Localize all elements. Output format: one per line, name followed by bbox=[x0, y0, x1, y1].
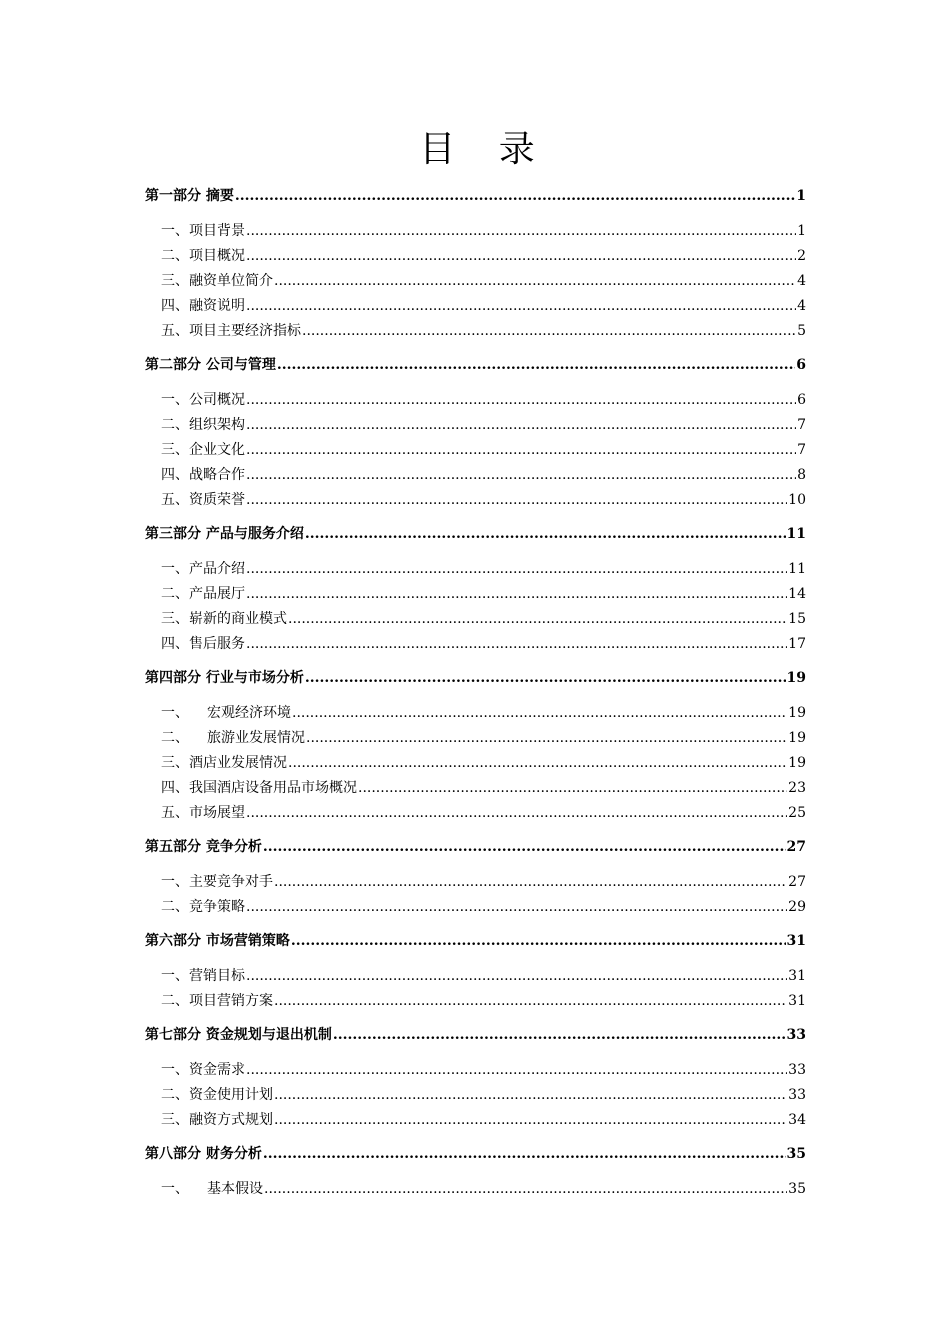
toc-entry-label bbox=[161, 414, 245, 436]
toc-section-entry[interactable] bbox=[161, 414, 806, 436]
toc-entry-label bbox=[161, 896, 245, 918]
toc-section-entry[interactable] bbox=[161, 389, 806, 411]
dot-leader bbox=[263, 836, 786, 858]
toc-section-entry[interactable] bbox=[161, 220, 806, 242]
dot-leader bbox=[246, 439, 796, 461]
toc-section-entry[interactable] bbox=[161, 270, 806, 292]
dot-leader bbox=[246, 965, 787, 987]
toc-entry-label bbox=[161, 489, 245, 511]
dot-leader bbox=[264, 1178, 787, 1200]
toc-entry-text: 一、资金需求 bbox=[161, 1061, 245, 1078]
dot-leader bbox=[305, 523, 786, 545]
dot-leader bbox=[235, 185, 795, 207]
toc-page-number: 1 bbox=[796, 188, 806, 204]
toc-part-entry[interactable] bbox=[145, 523, 806, 545]
toc-entry-text: 四、战略合作 bbox=[161, 466, 245, 483]
dot-leader bbox=[333, 1024, 786, 1046]
toc-page-number: 4 bbox=[797, 272, 806, 289]
toc-page-number: 27 bbox=[788, 873, 806, 890]
dot-leader bbox=[274, 990, 787, 1012]
toc-entry-text: 三、融资单位简介 bbox=[161, 272, 273, 289]
dot-leader bbox=[246, 414, 796, 436]
toc-page-number: 14 bbox=[788, 585, 806, 602]
dot-leader bbox=[246, 489, 787, 511]
toc-section-entry[interactable] bbox=[161, 802, 806, 824]
toc-entry-text: 一、主要竞争对手 bbox=[161, 873, 273, 890]
toc-section-entry[interactable] bbox=[161, 489, 806, 511]
toc-entry-text: 第六部分 市场营销策略 bbox=[145, 933, 290, 949]
toc-page-number: 17 bbox=[788, 635, 806, 652]
toc-part-entry[interactable] bbox=[145, 930, 806, 952]
toc-section-entry[interactable] bbox=[161, 464, 806, 486]
toc-section-entry[interactable] bbox=[161, 1059, 806, 1081]
toc-section-entry[interactable] bbox=[161, 295, 806, 317]
toc-page-number: 7 bbox=[797, 441, 806, 458]
toc-section-entry[interactable] bbox=[161, 777, 806, 799]
toc-page-number: 31 bbox=[786, 933, 806, 949]
dot-leader bbox=[274, 270, 796, 292]
toc-section-entry[interactable] bbox=[161, 965, 806, 987]
toc-page-number: 31 bbox=[788, 967, 806, 984]
dot-leader bbox=[263, 1143, 786, 1165]
toc-entry-label bbox=[161, 270, 273, 292]
toc-entry-label bbox=[161, 1059, 245, 1081]
toc-entry-text: 二、组织架构 bbox=[161, 416, 245, 433]
dot-leader bbox=[288, 752, 787, 774]
toc-entry-text: 第四部分 行业与市场分析 bbox=[145, 670, 304, 686]
toc-entry-label bbox=[161, 871, 273, 893]
toc-section-entry[interactable] bbox=[161, 896, 806, 918]
dot-leader bbox=[277, 354, 795, 376]
toc-page-number: 19 bbox=[786, 670, 806, 686]
toc-entry-text: 二、项目营销方案 bbox=[161, 992, 273, 1009]
toc-entry-text: 二、竞争策略 bbox=[161, 898, 245, 915]
toc-page-number: 19 bbox=[788, 729, 806, 746]
toc-entry-text: 一、营销目标 bbox=[161, 967, 245, 984]
toc-part-entry[interactable] bbox=[145, 836, 806, 858]
toc-entry-text: 二、项目概况 bbox=[161, 247, 245, 264]
toc-entry-label bbox=[145, 836, 262, 858]
toc-part-entry[interactable] bbox=[145, 354, 806, 376]
toc-entry-label bbox=[145, 523, 304, 545]
toc-entry-label bbox=[145, 667, 304, 689]
dot-leader bbox=[274, 871, 787, 893]
toc-section-entry[interactable] bbox=[161, 871, 806, 893]
dot-leader bbox=[274, 1109, 787, 1131]
toc-entry-text: 第七部分 资金规划与退出机制 bbox=[145, 1027, 332, 1043]
dot-leader bbox=[246, 295, 796, 317]
toc-section-entry[interactable] bbox=[161, 1109, 806, 1131]
toc-entry-text-cont: 基本假设 bbox=[207, 1180, 263, 1197]
toc-page-number: 34 bbox=[788, 1111, 806, 1128]
dot-leader bbox=[246, 245, 796, 267]
toc-page-number: 35 bbox=[786, 1146, 806, 1162]
toc-page-number: 11 bbox=[786, 526, 806, 542]
toc-entry-label bbox=[161, 439, 245, 461]
toc-entry-text: 一、项目背景 bbox=[161, 222, 245, 239]
toc-entry-text: 二、资金使用计划 bbox=[161, 1086, 273, 1103]
toc-page-number: 8 bbox=[797, 466, 806, 483]
toc-section-entry[interactable] bbox=[161, 245, 806, 267]
toc-entry-label bbox=[161, 608, 287, 630]
toc-entry-label bbox=[145, 1024, 332, 1046]
toc-entry-text: 第一部分 摘要 bbox=[145, 188, 234, 204]
toc-entry-label bbox=[161, 583, 245, 605]
dot-leader bbox=[246, 896, 787, 918]
toc-entry-text: 三、酒店业发展情况 bbox=[161, 754, 287, 771]
toc-section-entry[interactable] bbox=[161, 608, 806, 630]
toc-section-entry[interactable] bbox=[161, 558, 806, 580]
dot-leader bbox=[246, 633, 787, 655]
toc-entry-label bbox=[161, 295, 245, 317]
toc-entry-label bbox=[161, 702, 291, 724]
toc-entry-label bbox=[161, 464, 245, 486]
toc-page-number: 2 bbox=[797, 247, 806, 264]
toc-section-entry[interactable] bbox=[161, 439, 806, 461]
toc-entry-label bbox=[145, 930, 290, 952]
toc-page-number: 31 bbox=[788, 992, 806, 1009]
toc-entry-label bbox=[161, 1178, 263, 1200]
toc-entry-text: 二、 bbox=[161, 729, 189, 746]
toc-page-number: 33 bbox=[788, 1061, 806, 1078]
toc-page-number: 6 bbox=[797, 391, 806, 408]
toc-entry-text-cont: 宏观经济环境 bbox=[207, 704, 291, 721]
dot-leader bbox=[246, 389, 796, 411]
toc-part-entry[interactable] bbox=[145, 667, 806, 689]
dot-leader bbox=[291, 930, 786, 952]
toc-entry-text: 三、崭新的商业模式 bbox=[161, 610, 287, 627]
toc-title: 目 录 bbox=[419, 129, 551, 170]
toc-section-entry[interactable] bbox=[161, 320, 806, 342]
toc-part-entry[interactable] bbox=[145, 185, 806, 207]
toc-entry-text: 五、项目主要经济指标 bbox=[161, 322, 301, 339]
toc-page-number: 19 bbox=[788, 754, 806, 771]
toc-section-entry[interactable] bbox=[161, 1178, 806, 1200]
toc-entry-label bbox=[161, 633, 245, 655]
toc-entry-label bbox=[161, 220, 245, 242]
toc-entry-text: 一、 bbox=[161, 1180, 189, 1197]
dot-leader bbox=[246, 802, 787, 824]
toc-entry-text: 第二部分 公司与管理 bbox=[145, 357, 276, 373]
dot-leader bbox=[288, 608, 787, 630]
toc-page-number: 1 bbox=[797, 222, 806, 239]
toc-section-entry[interactable] bbox=[161, 752, 806, 774]
toc-part-entry[interactable] bbox=[145, 1024, 806, 1046]
toc-entry-label bbox=[161, 389, 245, 411]
toc-entry-label bbox=[161, 990, 273, 1012]
toc-entry-label bbox=[161, 1084, 273, 1106]
toc-section-entry[interactable] bbox=[161, 583, 806, 605]
toc-page-number: 15 bbox=[788, 610, 806, 627]
toc-entry-text: 第八部分 财务分析 bbox=[145, 1146, 262, 1162]
toc-section-entry[interactable] bbox=[161, 727, 806, 749]
toc-section-entry[interactable] bbox=[161, 990, 806, 1012]
toc-entry-label bbox=[145, 354, 276, 376]
toc-entry-label bbox=[161, 1109, 273, 1131]
toc-entry-label bbox=[161, 320, 301, 342]
toc-page-number: 7 bbox=[797, 416, 806, 433]
toc-page-number: 11 bbox=[788, 560, 806, 577]
toc-entry-label bbox=[145, 1143, 262, 1165]
toc-entry-text: 第五部分 竞争分析 bbox=[145, 839, 262, 855]
toc-entry-text: 三、融资方式规划 bbox=[161, 1111, 273, 1128]
toc-entry-text: 二、产品展厅 bbox=[161, 585, 245, 602]
dot-leader bbox=[246, 464, 796, 486]
dot-leader bbox=[246, 1059, 787, 1081]
toc-page-number: 25 bbox=[788, 804, 806, 821]
toc-entry-text: 四、售后服务 bbox=[161, 635, 245, 652]
toc-entry-text: 四、我国酒店设备用品市场概况 bbox=[161, 779, 357, 796]
toc-entry-label bbox=[161, 558, 245, 580]
dot-leader bbox=[305, 667, 786, 689]
toc-entry-label bbox=[145, 185, 234, 207]
toc-page-number: 6 bbox=[796, 357, 806, 373]
dot-leader bbox=[302, 320, 796, 342]
dot-leader bbox=[246, 558, 787, 580]
toc-page-number: 23 bbox=[788, 779, 806, 796]
toc-page-number: 35 bbox=[788, 1180, 806, 1197]
toc-part-entry[interactable] bbox=[145, 1143, 806, 1165]
toc-entry-label bbox=[161, 245, 245, 267]
toc-entry-text: 第三部分 产品与服务介绍 bbox=[145, 526, 304, 542]
toc-page-number: 27 bbox=[786, 839, 806, 855]
toc-entry-text-cont: 旅游业发展情况 bbox=[207, 729, 305, 746]
toc-entry-text: 一、公司概况 bbox=[161, 391, 245, 408]
toc-entry-label bbox=[161, 965, 245, 987]
toc-entry-text: 一、产品介绍 bbox=[161, 560, 245, 577]
dot-leader bbox=[306, 727, 787, 749]
toc-section-entry[interactable] bbox=[161, 1084, 806, 1106]
toc-page-number: 4 bbox=[797, 297, 806, 314]
toc-entry-label bbox=[161, 727, 305, 749]
toc-entry-label bbox=[161, 802, 245, 824]
toc-entry-text: 三、企业文化 bbox=[161, 441, 245, 458]
toc-entry-text: 五、资质荣誉 bbox=[161, 491, 245, 508]
dot-leader bbox=[274, 1084, 787, 1106]
toc-page-number: 10 bbox=[788, 491, 806, 508]
toc-page-number: 5 bbox=[797, 322, 806, 339]
toc-section-entry[interactable] bbox=[161, 702, 806, 724]
toc-entry-text: 四、融资说明 bbox=[161, 297, 245, 314]
toc-page-number: 33 bbox=[788, 1086, 806, 1103]
toc-page-number: 19 bbox=[788, 704, 806, 721]
toc-entry-label bbox=[161, 777, 357, 799]
dot-leader bbox=[358, 777, 787, 799]
dot-leader bbox=[246, 220, 796, 242]
toc-page-number: 29 bbox=[788, 898, 806, 915]
toc-section-entry[interactable] bbox=[161, 633, 806, 655]
toc-entry-text: 一、 bbox=[161, 704, 189, 721]
toc-entry-label bbox=[161, 752, 287, 774]
toc-entry-text: 五、市场展望 bbox=[161, 804, 245, 821]
toc-page-number: 33 bbox=[786, 1027, 806, 1043]
dot-leader bbox=[292, 702, 787, 724]
dot-leader bbox=[246, 583, 787, 605]
